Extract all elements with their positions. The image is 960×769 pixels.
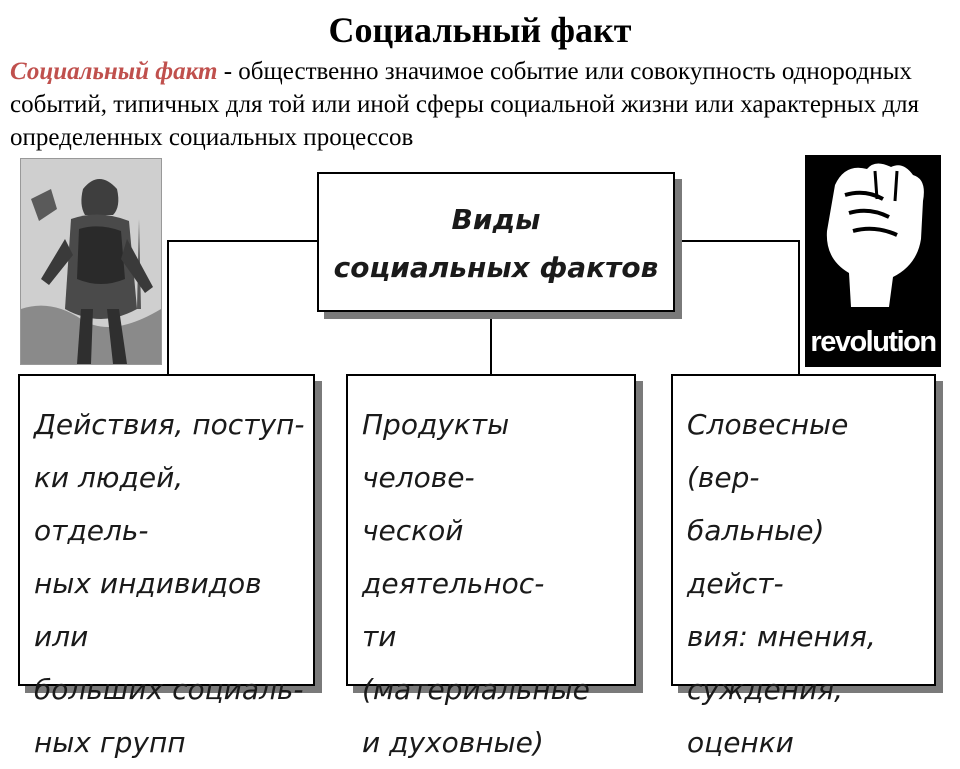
revolution-image: [805, 155, 941, 367]
definition-paragraph: [10, 55, 940, 154]
diagram-leaf-products: [346, 374, 636, 759]
diagram-leaf-verbal: [671, 374, 936, 759]
definition-text: - общественно значимое событие или совокупность однородных событий, типичных для той или иной сферы социальной жизни или характерных для определенных социальных процессов: [10, 58, 920, 151]
connector-left-vertical: [167, 240, 169, 374]
leaf-verbal-text: Словесные (вер- бальные) дейст- вия: мнения, суждения, оценки: [687, 408, 876, 759]
connector-center-vertical: [490, 312, 492, 374]
diagram-root-box: [317, 172, 675, 312]
diagram-leaf-actions: [18, 374, 315, 759]
connector-right-horizontal: [675, 240, 800, 242]
revolution-caption: revolution: [810, 326, 936, 358]
portrait-image: [20, 158, 162, 365]
connector-left-horizontal: [167, 240, 317, 242]
root-label-line2: социальных фактов: [333, 251, 659, 284]
connector-right-vertical: [798, 240, 800, 374]
slide-title: Социальный факт: [328, 10, 632, 50]
root-label-line1: Виды: [451, 203, 541, 236]
definition-term: Социальный факт: [10, 58, 218, 85]
raised-fist-icon: [805, 155, 941, 315]
portrait-illustration: [21, 159, 161, 364]
leaf-actions-text: Действия, поступ- ки людей, отдель- ных индивидов или больших социаль- ных групп: [34, 408, 305, 759]
leaf-products-text: Продукты челове- ческой деятельнос- ти (материальные и духовные): [362, 408, 590, 759]
